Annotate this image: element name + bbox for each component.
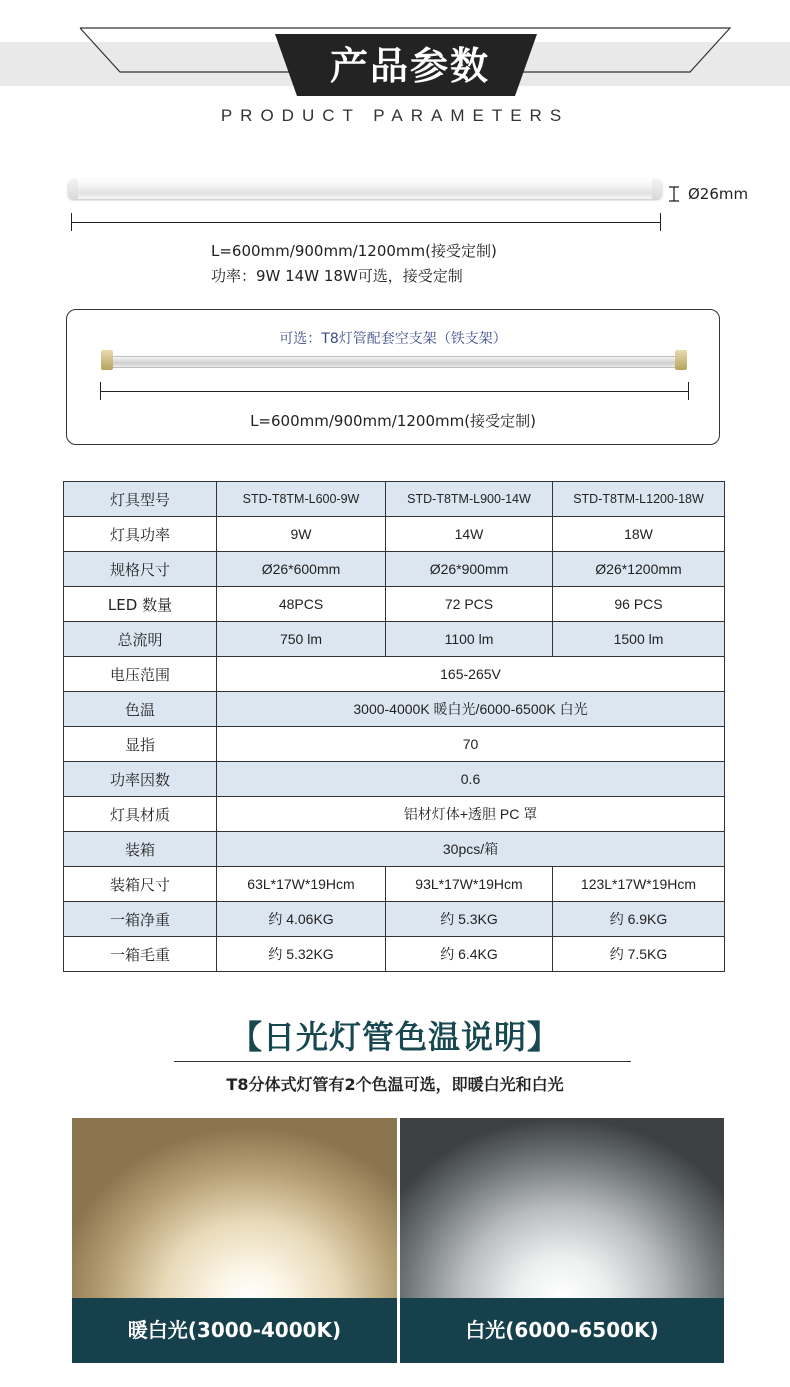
bracket-length-dimension-line: [100, 391, 689, 392]
row-label: 灯具功率: [64, 517, 217, 552]
row-label: 色温: [64, 692, 217, 727]
row-label: 显指: [64, 727, 217, 762]
cell-value: 约 6.4KG: [386, 937, 553, 972]
cell-value: 约 5.3KG: [386, 902, 553, 937]
spec-table: [63, 481, 725, 972]
cell-value: STD-T8TM-L900-14W: [386, 482, 553, 517]
row-label: 总流明: [64, 622, 217, 657]
cell-value: 30pcs/箱: [217, 832, 725, 867]
cell-value: 93L*17W*19Hcm: [386, 867, 553, 902]
tube-length-label: L=600mm/900mm/1200mm(接受定制): [211, 242, 497, 260]
cell-value: 72 PCS: [386, 587, 553, 622]
warm-white-caption: 暖白光(3000-4000K): [72, 1298, 397, 1363]
empty-bracket-image: [101, 350, 687, 370]
t8-tube-image: [68, 179, 662, 199]
cell-value: 18W: [553, 517, 725, 552]
cell-value: 96 PCS: [553, 587, 725, 622]
bracket-option-box: [66, 309, 720, 445]
table-row: [64, 762, 725, 797]
diameter-marker-icon: [668, 186, 680, 202]
tube-end-cap: [652, 179, 662, 199]
warm-white-panel: [72, 1118, 397, 1363]
cell-value: 约 6.9KG: [553, 902, 725, 937]
cell-value: 9W: [217, 517, 386, 552]
table-row: [64, 482, 725, 517]
bracket-length-label: L=600mm/900mm/1200mm(接受定制): [250, 412, 536, 430]
cell-value: 1100 lm: [386, 622, 553, 657]
table-row: [64, 727, 725, 762]
spec-table-body: [64, 482, 725, 972]
dimension-tick: [660, 213, 661, 231]
cell-value: 3000-4000K 暖白光/6000-6500K 白光: [217, 692, 725, 727]
title-divider: [174, 1061, 631, 1062]
table-row: [64, 797, 725, 832]
row-label: 灯具材质: [64, 797, 217, 832]
cell-value: 约 7.5KG: [553, 937, 725, 972]
cell-value: Ø26*1200mm: [553, 552, 725, 587]
cell-value: 铝材灯体+透胆 PC 罩: [217, 797, 725, 832]
page-subtitle: PRODUCT PARAMETERS: [220, 106, 570, 125]
row-label: 规格尺寸: [64, 552, 217, 587]
table-row: [64, 517, 725, 552]
tube-length-dimension-line: [71, 222, 661, 223]
table-row: [64, 902, 725, 937]
cell-value: 约 4.06KG: [217, 902, 386, 937]
cell-value: 0.6: [217, 762, 725, 797]
bracket-end-holder: [675, 350, 687, 370]
cell-value: 约 5.32KG: [217, 937, 386, 972]
table-row: [64, 867, 725, 902]
cell-value: Ø26*600mm: [217, 552, 386, 587]
table-row: [64, 832, 725, 867]
cool-white-panel: [400, 1118, 724, 1363]
row-label: 装箱尺寸: [64, 867, 217, 902]
table-row: [64, 552, 725, 587]
cell-value: 14W: [386, 517, 553, 552]
color-temp-title: 【日光灯管色温说明】: [229, 1018, 560, 1056]
cell-value: 165-265V: [217, 657, 725, 692]
table-row: [64, 937, 725, 972]
cell-value: 48PCS: [217, 587, 386, 622]
row-label: 一箱毛重: [64, 937, 217, 972]
cool-light-glow-image: [400, 1118, 724, 1298]
warm-light-glow-image: [72, 1118, 397, 1298]
table-row: [64, 657, 725, 692]
cell-value: STD-T8TM-L1200-18W: [553, 482, 725, 517]
row-label: 灯具型号: [64, 482, 217, 517]
cell-value: 1500 lm: [553, 622, 725, 657]
row-label: LED 数量: [64, 587, 217, 622]
cell-value: Ø26*900mm: [386, 552, 553, 587]
row-label: 装箱: [64, 832, 217, 867]
cell-value: 70: [217, 727, 725, 762]
row-label: 电压范围: [64, 657, 217, 692]
table-row: [64, 587, 725, 622]
tube-diameter-label: Ø26mm: [688, 185, 749, 203]
cool-white-caption: 白光(6000-6500K): [400, 1298, 724, 1363]
color-temp-subtitle: T8分体式灯管有2个色温可选，即暖白光和白光: [226, 1075, 564, 1094]
page-title: 产品参数: [329, 44, 490, 88]
tube-end-cap: [68, 179, 78, 199]
tube-power-label: 功率：9W 14W 18W可选，接受定制: [211, 267, 463, 285]
cell-value: 63L*17W*19Hcm: [217, 867, 386, 902]
cell-value: 750 lm: [217, 622, 386, 657]
row-label: 功率因数: [64, 762, 217, 797]
bracket-body: [109, 356, 679, 368]
table-row: [64, 622, 725, 657]
cell-value: 123L*17W*19Hcm: [553, 867, 725, 902]
bracket-title: 可选：T8灯管配套空支架（铁支架）: [279, 331, 507, 347]
dimension-tick: [688, 382, 689, 400]
row-label: 一箱净重: [64, 902, 217, 937]
bracket-end-holder: [101, 350, 113, 370]
table-row: [64, 692, 725, 727]
cell-value: STD-T8TM-L600-9W: [217, 482, 386, 517]
